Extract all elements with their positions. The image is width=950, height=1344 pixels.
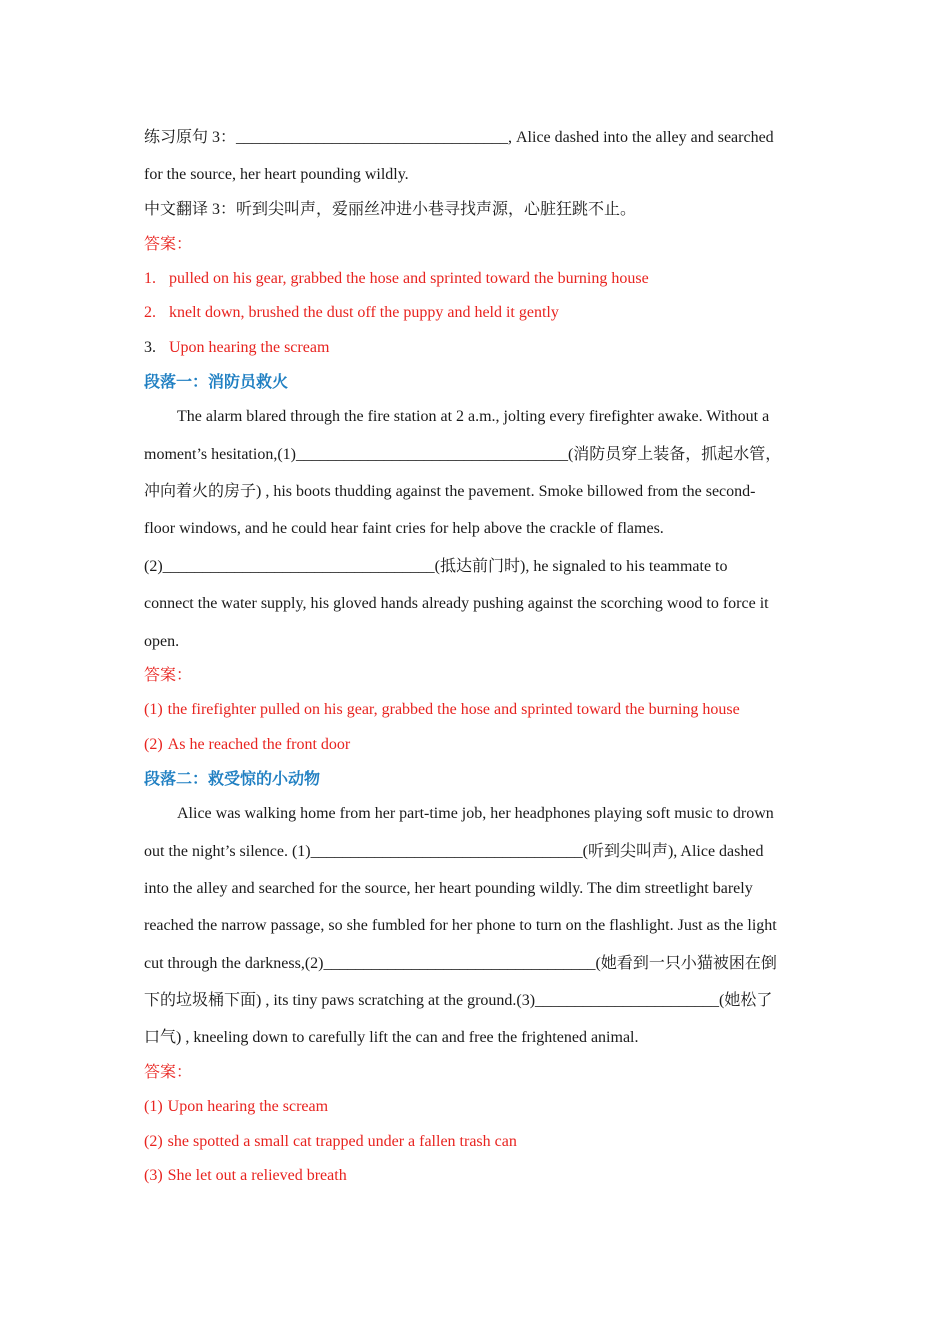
practice-sentence-line-1: 练习原句 3：__________________________________, Alice dashed into the alley and searched	[144, 129, 774, 146]
answer-text: She let out a relieved breath	[167, 1167, 347, 1184]
paragraph-line: The alarm blared through the fire station at 2 a.m., jolting every firefighter awake. Without a	[177, 408, 770, 425]
paragraph-line: cut through the darkness,(2)__________________________________(她看到一只小猫被困在倒	[144, 955, 777, 972]
answer-number: 2.	[144, 304, 156, 321]
paragraph-line: floor windows, and he could hear faint cries for help above the crackle of flames.	[144, 520, 664, 537]
answer-text: knelt down, brushed the dust off the puppy and held it gently	[169, 304, 559, 321]
answer-number: (1)	[144, 1098, 163, 1115]
paragraph-line: connect the water supply, his gloved hands already pushing against the scorching wood to force it	[144, 595, 769, 612]
answer-item	[144, 1165, 347, 1187]
answer-item	[144, 302, 559, 324]
answer-text: she spotted a small cat trapped under a fallen trash can	[167, 1133, 517, 1150]
answer-label: 答案：	[144, 667, 193, 684]
answer-text: Upon hearing the scream	[169, 339, 330, 356]
answer-text: Upon hearing the scream	[167, 1098, 329, 1115]
answer-item	[144, 268, 649, 290]
paragraph-line: moment’s hesitation,(1)__________________________________(消防员穿上装备，抓起水管，	[144, 446, 782, 463]
paragraph-line: (2)__________________________________(抵达前门时), he signaled to his teammate to	[144, 558, 728, 575]
paragraph-line: Alice was walking home from her part-time job, her headphones playing soft music to drown	[177, 805, 774, 822]
answer-number: 1.	[144, 270, 156, 287]
answer-number: 3.	[144, 339, 156, 356]
answer-label: 答案：	[144, 1064, 193, 1081]
answer-item	[144, 734, 350, 756]
paragraph-line: out the night’s silence. (1)__________________________________(听到尖叫声), Alice dashed	[144, 843, 764, 860]
answer-item	[144, 1131, 517, 1153]
answer-label: 答案：	[144, 236, 193, 253]
answer-item	[144, 699, 740, 721]
answer-number: (1)	[144, 701, 163, 718]
answer-item	[144, 1096, 328, 1118]
section-heading: 段落一：消防员救火	[144, 374, 289, 391]
answer-item	[144, 337, 329, 359]
paragraph-line: open.	[144, 633, 180, 650]
answer-number: (3)	[144, 1167, 163, 1184]
answer-number: (2)	[144, 736, 163, 753]
chinese-translation: 中文翻译 3：听到尖叫声，爱丽丝冲进小巷寻找声源，心脏狂跳不止。	[144, 201, 637, 218]
answer-number: (2)	[144, 1133, 163, 1150]
paragraph-line: reached the narrow passage, so she fumbled for her phone to turn on the flashlight. Just as the light	[144, 917, 777, 934]
answer-text: As he reached the front door	[167, 736, 351, 753]
section-heading: 段落二：救受惊的小动物	[144, 771, 321, 788]
paragraph-line: 口气) , kneeling down to carefully lift the can and free the frightened animal.	[144, 1029, 639, 1046]
answer-text: pulled on his gear, grabbed the hose and sprinted toward the burning house	[169, 270, 649, 287]
paragraph-line: 冲向着火的房子) , his boots thudding against the pavement. Smoke billowed from the second-	[144, 483, 756, 500]
paragraph-line: 下的垃圾桶下面) , its tiny paws scratching at the ground.(3)_______________________(她松了	[144, 992, 773, 1009]
practice-sentence-line-2: for the source, her heart pounding wildly.	[144, 166, 409, 183]
answer-text: the firefighter pulled on his gear, grabbed the hose and sprinted toward the burning house	[167, 701, 740, 718]
paragraph-line: into the alley and searched for the source, her heart pounding wildly. The dim streetlight barely	[144, 880, 753, 897]
